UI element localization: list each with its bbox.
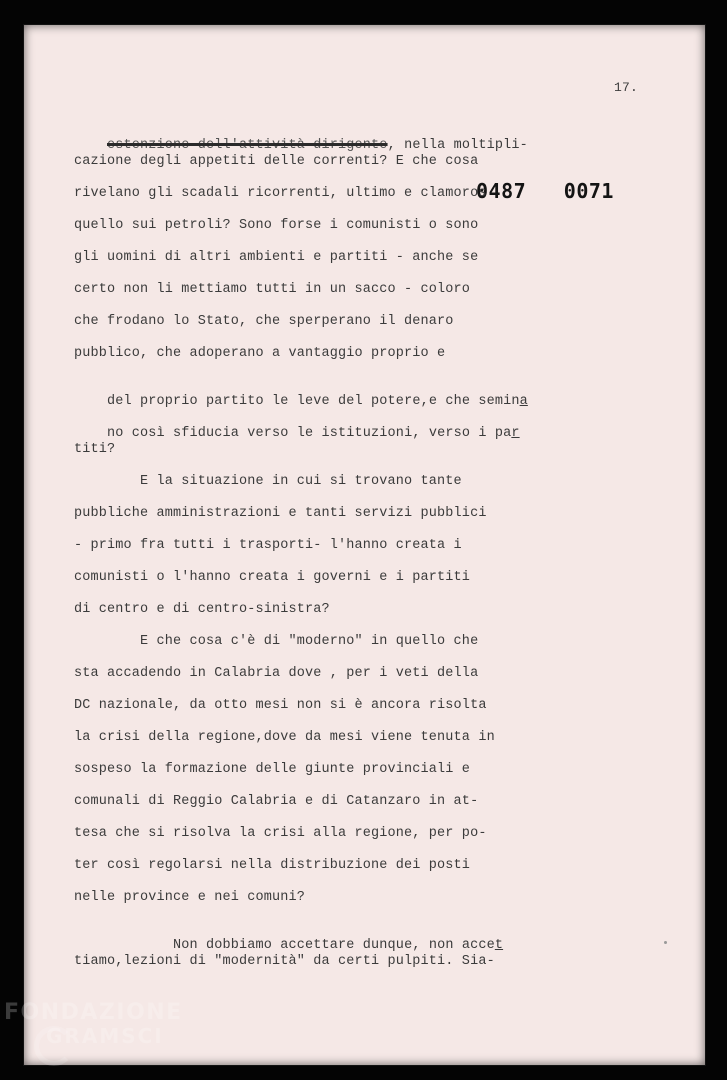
text-line-15: comunisti o l'hanno creata i governi e i partiti [74, 570, 471, 585]
text-line-21: sospeso la formazione delle giunte provinciali e [74, 762, 471, 777]
text-line-3: rivelano gli scadali ricorrenti, ultimo e clamoros [74, 186, 487, 201]
struck-out-text: estenzione dell'attività dirigente [107, 138, 388, 153]
text-line-13: pubbliche amministrazioni e tanti servizi pubblici [74, 506, 487, 521]
text-line-12: E la situazione in cui si trovano tante [74, 474, 462, 489]
text-line-17: E che cosa c'è di "moderno" in quello che [74, 634, 479, 649]
text-line-19: DC nazionale, da otto mesi non si è ancora risolta [74, 698, 487, 713]
underlined-letter: t [494, 938, 504, 953]
text-line-25: nelle province e nei comuni? [74, 890, 306, 905]
text-line-5: gli uomini di altri ambienti e partiti - anche se [74, 250, 479, 265]
text-line-22: comunali di Reggio Calabria e di Catanzaro in at- [74, 794, 479, 809]
text-line-11: titi? [74, 442, 116, 457]
text-line-18: sta accadendo in Calabria dove , per i veti della [74, 666, 479, 681]
text-line-14: - primo fra tutti i trasporti- l'hanno creata i [74, 538, 462, 553]
text-line-27: tiamo,lezioni di "modernità" da certi pulpiti. Sia- [74, 954, 495, 969]
underlined-letter: a [519, 394, 528, 409]
foundation-watermark [4, 1000, 194, 1080]
text-line-24: ter così regolarsi nella distribuzione dei posti [74, 858, 471, 873]
watermark-text-bottom: GRAMSCI [46, 1024, 164, 1048]
text-line-16: di centro e di centro-sinistra? [74, 602, 330, 617]
text-line-6: certo non li mettiamo tutti in un sacco - coloro [74, 282, 471, 297]
text-line-4: quello sui petroli? Sono forse i comunisti o sono [74, 218, 479, 233]
text-line-7: che frodano lo Stato, che sperperano il denaro [74, 314, 454, 329]
page-number: 17. [614, 80, 639, 95]
watermark-text-top: FONDAZIONE [4, 1000, 183, 1025]
text-line-1-rest: , nella moltipli- [387, 138, 528, 153]
text-line-2: cazione degli appetiti delle correnti? E che cosa [74, 154, 479, 169]
text-line-10-main: no così sfiducia verso le istituzioni, verso i pa [107, 426, 512, 441]
text-line-26-main: Non dobbiamo accettare dunque, non acce [107, 938, 495, 953]
archive-stamp-code: 0487 0071 [476, 179, 614, 203]
paper-mark [664, 941, 667, 944]
text-line-8: pubblico, che adoperano a vantaggio proprio e [74, 346, 446, 361]
text-line-23: tesa che si risolva la crisi alla regione, per po- [74, 826, 487, 841]
underlined-letter: r [511, 426, 520, 441]
text-line-20: la crisi della regione,dove da mesi viene tenuta in [74, 730, 495, 745]
text-line-9-main: del proprio partito le leve del potere,e che semin [107, 394, 520, 409]
text-line-10 [74, 410, 520, 458]
